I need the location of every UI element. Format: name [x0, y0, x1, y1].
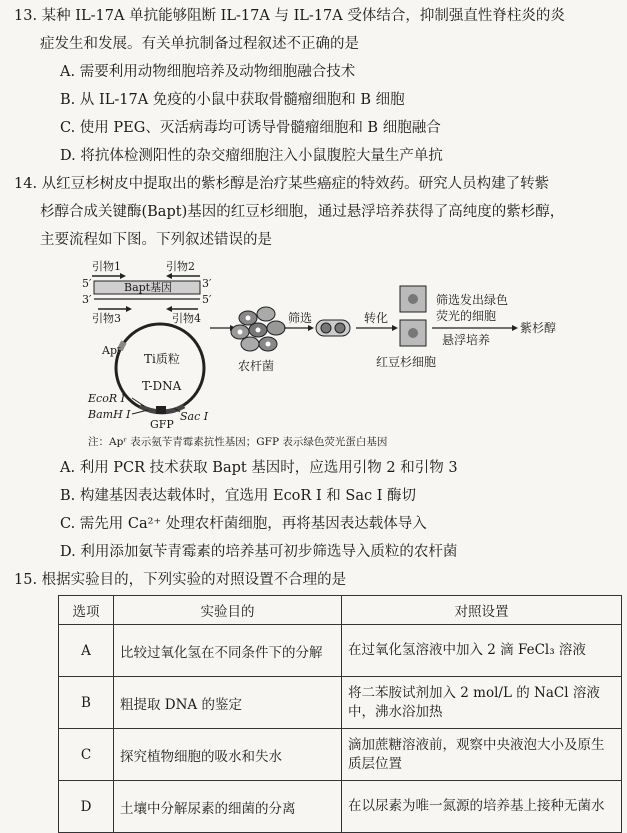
primer4-label: 引物4: [172, 312, 201, 325]
transform-label: 转化: [364, 311, 389, 325]
amp-label: Apʳ: [102, 344, 121, 357]
table-header-row: [59, 596, 622, 625]
q14-option-c: C. 需先用 Ca²⁺ 处理农杆菌细胞，再将基因表达载体导入: [60, 516, 427, 532]
bamhi-label: BamH Ⅰ: [88, 408, 131, 421]
arrow-transform-head: [392, 325, 398, 331]
q15-table: [58, 595, 622, 833]
suspension-label: 悬浮培养: [442, 333, 491, 347]
left-three-prime: 3′: [82, 293, 92, 306]
yew-cell-top-nucleus: [408, 294, 418, 304]
q14-stem-line3: 主要流程如下图。下列叙述错误的是: [40, 232, 272, 248]
right-three-prime: 3′: [202, 277, 212, 290]
row-aim: 粗提取 DNA 的鉴定: [114, 677, 342, 729]
row-aim: 土壤中分解尿素的细菌的分离: [114, 781, 342, 833]
primer2-label: 引物2: [166, 260, 195, 273]
q14-flow-diagram: [80, 256, 557, 434]
ecori-label: EcoR Ⅰ: [88, 392, 125, 405]
arrow-culture-head: [512, 325, 518, 331]
row-letter: A: [59, 625, 114, 677]
q13-option-b: B. 从 IL-17A 免疫的小鼠中获取骨髓瘤细胞和 B 细胞: [60, 92, 405, 108]
q13-stem-line2: 症发生和发展。有关单抗制备过程叙述不正确的是: [40, 36, 359, 52]
select-label-line1: 筛选发出绿色: [436, 293, 509, 307]
table-row: [59, 625, 622, 677]
q14-option-d: D. 利用添加氨苄青霉素的培养基可初步筛选导入质粒的农杆菌: [60, 544, 458, 560]
header-aim: 实验目的: [114, 596, 342, 625]
row-setting: 将二苯胺试剂加入 2 mol/L 的 NaCl 溶液中，沸水浴加热: [342, 677, 622, 729]
primer2-arrowhead: [166, 273, 172, 279]
bamhi-pointer: [132, 410, 148, 414]
q13-option-d: D. 将抗体检测阳性的杂交瘤细胞注入小鼠腹腔大量生产单抗: [60, 148, 443, 164]
q14-stem-line2: 杉醇合成关键酶(Bapt)基因的红豆杉细胞，通过悬浮培养获得了高纯度的紫杉醇，: [40, 204, 565, 220]
agro-label: 农杆菌: [238, 359, 275, 373]
q14-option-a: A. 利用 PCR 技术获取 Bapt 基因时，应选用引物 2 和引物 3: [60, 460, 458, 476]
row-letter: B: [59, 677, 114, 729]
arrow-screen-head: [308, 325, 314, 331]
gfp-label: GFP: [150, 418, 174, 431]
selected-agro: [316, 320, 350, 336]
primer1-arrowhead: [120, 273, 126, 279]
row-setting: 滴加蔗糖溶液前，观察中央液泡大小及原生质层位置: [342, 729, 622, 781]
q13-stem-line1: 13. 某种 IL-17A 单抗能够阻断 IL-17A 与 IL-17A 受体结合，抑制强直性脊柱炎的炎: [14, 8, 565, 24]
ti-plasmid-label: Ti质粒: [144, 352, 180, 366]
header-setting: 对照设置: [342, 596, 622, 625]
saci-label: Sac Ⅰ: [180, 410, 209, 423]
screen-label: 筛选: [288, 311, 313, 325]
row-aim: 比较过氧化氢在不同条件下的分解: [114, 625, 342, 677]
product-label: 紫杉醇: [520, 321, 557, 335]
row-letter: D: [59, 781, 114, 833]
q15-stem: 15. 根据实验目的，下列实验的对照设置不合理的是: [14, 572, 347, 588]
primer3-arrowhead: [126, 306, 132, 312]
row-letter: C: [59, 729, 114, 781]
q14-option-b: B. 构建基因表达载体时，宜选用 EcoR Ⅰ 和 Sac Ⅰ 酶切: [60, 488, 417, 504]
primer1-label: 引物1: [92, 260, 121, 273]
header-option: 选项: [59, 596, 114, 625]
tdna-label: T-DNA: [142, 379, 182, 393]
q13-option-a: A. 需要利用动物细胞培养及动物细胞融合技术: [60, 64, 356, 80]
ti-plasmid-ring: [116, 324, 204, 412]
table-row: [59, 781, 622, 833]
yew-cell-label: 红豆杉细胞: [376, 355, 437, 369]
q14-stem-line1: 14. 从红豆杉树皮中提取出的紫杉醇是治疗某些癌症的特效药。研究人员构建了转紫: [14, 176, 550, 192]
table-row: [59, 729, 622, 781]
table-row: [59, 677, 622, 729]
gfp-block: [156, 406, 166, 414]
q13-option-c: C. 使用 PEG、灭活病毒均可诱导骨髓瘤细胞和 B 细胞融合: [60, 120, 441, 136]
row-setting: 在过氧化氢溶液中加入 2 滴 FeCl₃ 溶液: [342, 625, 622, 677]
yew-cell-bottom-nucleus: [408, 328, 418, 338]
row-aim: 探究植物细胞的吸水和失水: [114, 729, 342, 781]
q14-figure-note: 注：Apʳ 表示氨苄青霉素抗性基因；GFP 表示绿色荧光蛋白基因: [88, 436, 388, 448]
right-five-prime: 5′: [202, 293, 212, 306]
select-label-line2: 荧光的细胞: [436, 309, 497, 323]
primer3-label: 引物3: [92, 312, 121, 325]
left-five-prime: 5′: [82, 277, 92, 290]
agrobacterium-cluster: [231, 307, 285, 351]
bapt-gene-label: Bapt基因: [124, 281, 173, 294]
row-setting: 在以尿素为唯一氮源的培养基上接种无菌水: [342, 781, 622, 833]
